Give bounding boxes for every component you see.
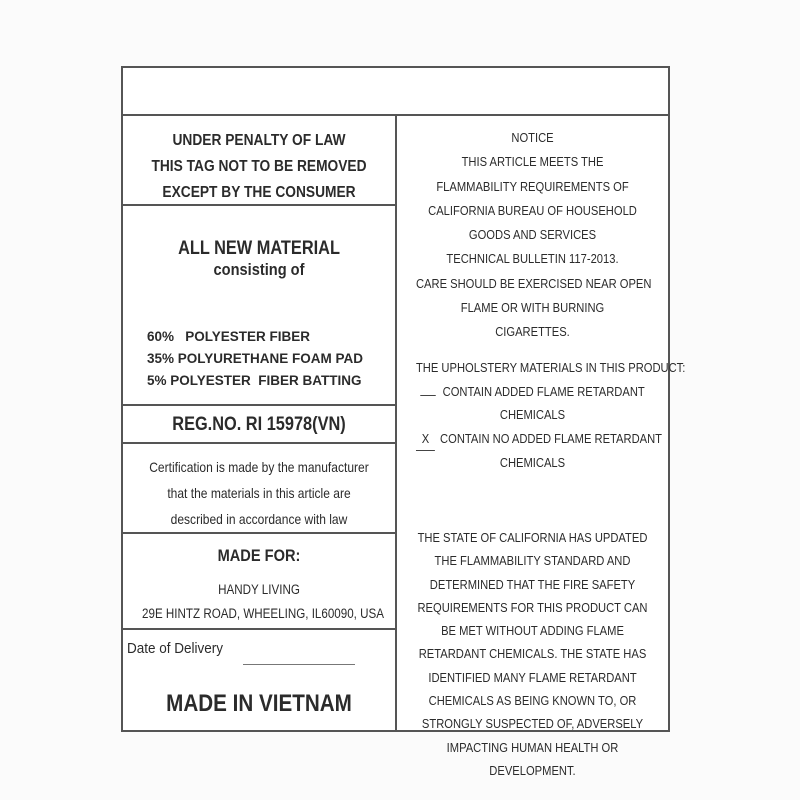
notice-line: FLAMMABILITY REQUIREMENTS OF — [436, 178, 629, 194]
date-of-delivery-line — [243, 664, 355, 665]
option-no-added-cont: CHEMICALS — [499, 455, 566, 470]
upholstery-intro: THE UPHOLSTERY MATERIALS IN THIS PRODUCT: — [415, 360, 686, 375]
notice-line: CALIFORNIA BUREAU OF HOUSEHOLD — [428, 202, 637, 218]
made-for-line: HANDY LIVING — [218, 582, 300, 597]
notice-section — [397, 126, 668, 345]
state-line: IDENTIFIED MANY FLAME RETARDANT — [428, 669, 637, 685]
state-notice-section — [397, 526, 668, 782]
top-strip — [123, 68, 668, 116]
made-for-label: MADE FOR: — [217, 546, 301, 565]
delivery-section — [123, 630, 395, 734]
warning-section — [123, 114, 395, 206]
state-line: CHEMICALS AS BEING KNOWN TO, OR — [428, 693, 637, 709]
right-column — [397, 114, 686, 778]
notice-line: GOODS AND SERVICES — [468, 227, 597, 243]
warning-line: THIS TAG NOT TO BE REMOVED — [151, 158, 367, 175]
date-of-delivery-label: Date of Delivery — [127, 640, 224, 657]
state-line: REQUIREMENTS FOR THIS PRODUCT CAN — [417, 599, 648, 615]
warning-line: EXCEPT BY THE CONSUMER — [162, 184, 356, 201]
notice-line: NOTICE — [511, 130, 554, 145]
option-added-chemicals — [416, 380, 649, 404]
state-line: BE MET WITHOUT ADDING FLAME — [441, 623, 624, 639]
material-item: 60% POLYESTER FIBER — [147, 329, 311, 344]
certification-line: Certification is made by the manufacturer — [149, 459, 369, 475]
option-no-added-text: CONTAIN NO ADDED FLAME RETARDANT — [440, 430, 663, 446]
option-added-cont: CHEMICALS — [499, 407, 566, 422]
state-line: STRONGLY SUSPECTED OF, ADVERSELY — [421, 716, 644, 732]
notice-line: THIS ARTICLE MEETS THE — [461, 154, 604, 170]
country-of-origin: MADE IN VIETNAM — [166, 690, 352, 717]
materials-section — [123, 206, 395, 406]
state-line: DEVELOPMENT. — [489, 762, 576, 778]
material-item: 5% POLYESTER FIBER BATTING — [147, 373, 362, 388]
registration-number: REG.NO. RI 15978(VN) — [172, 414, 346, 435]
law-label-tag — [121, 66, 686, 778]
registration-section — [123, 406, 395, 444]
state-line: DETERMINED THAT THE FIRE SAFETY — [429, 576, 636, 592]
material-item: 35% POLYURETHANE FOAM PAD — [147, 351, 364, 366]
notice-line: FLAME OR WITH BURNING — [460, 300, 605, 316]
state-line: RETARDANT CHEMICALS. THE STATE HAS — [418, 646, 647, 662]
upholstery-section — [397, 356, 686, 475]
materials-list — [147, 326, 363, 392]
option-no-added-chemicals — [416, 427, 663, 452]
made-for-line: 29E HINTZ ROAD, WHEELING, IL60090, USA — [142, 606, 384, 621]
notice-line: CARE SHOULD BE EXERCISED NEAR OPEN — [415, 275, 652, 291]
checkbox-marked: X — [416, 427, 435, 452]
certification-line: described in accordance with law — [170, 511, 348, 527]
warning-line: UNDER PENALTY OF LAW — [172, 132, 346, 149]
checkbox-blank — [420, 385, 435, 396]
state-line: THE FLAMMABILITY STANDARD AND — [434, 553, 631, 569]
material-heading: ALL NEW MATERIAL — [178, 238, 340, 259]
made-for-section — [123, 534, 395, 630]
certification-section — [123, 444, 395, 534]
notice-line: TECHNICAL BULLETIN 117-2013. — [446, 251, 619, 267]
state-line: IMPACTING HUMAN HEALTH OR — [446, 739, 619, 755]
left-column — [123, 114, 395, 730]
notice-line: CIGARETTES. — [495, 324, 570, 340]
certification-line: that the materials in this article are — [167, 485, 351, 501]
option-added-text: CONTAIN ADDED FLAME RETARDANT — [442, 383, 645, 399]
state-line: THE STATE OF CALIFORNIA HAS UPDATED — [417, 530, 648, 545]
material-subheading: consisting of — [213, 260, 305, 279]
